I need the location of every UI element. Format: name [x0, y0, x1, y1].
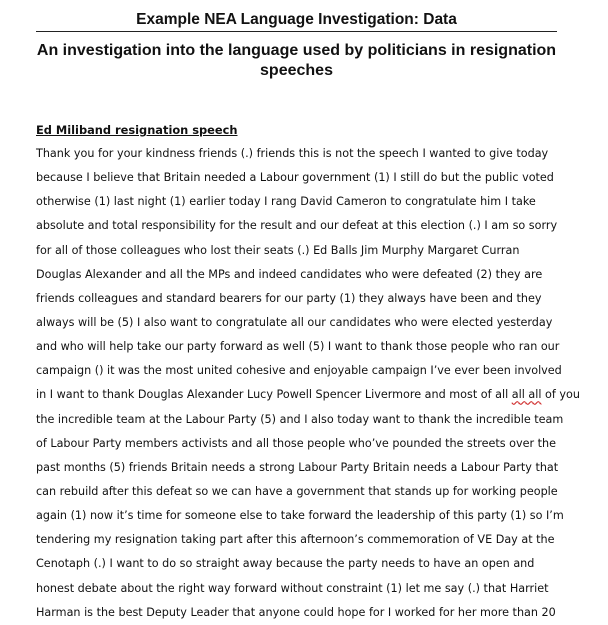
transcript-line: Cenotaph (.) I want to do so straight away because the party needs to have an open and [36, 557, 535, 571]
speech-transcript [36, 142, 580, 625]
document-title: An investigation into the language used by politicians in resignation speeches [36, 42, 557, 79]
transcript-line: the incredible team at the Labour Party (5) and I also today want to thank the incredible team [36, 412, 564, 426]
transcript-line: Douglas Alexander and all the MPs and indeed candidates who were defeated (2) they are [36, 267, 543, 281]
transcript-line: can rebuild after this defeat so we can have a government that stands up for working people [36, 484, 558, 498]
transcript-line: honest debate about the right way forward without constraint (1) let me say (.) that Harriet [36, 581, 549, 595]
transcript-line: tendering my resignation taking part after this afternoon’s commemoration of VE Day at the [36, 533, 555, 547]
transcript-line: for all of those colleagues who lost their seats (.) Ed Balls Jim Murphy Margaret Curran [36, 243, 520, 257]
transcript-line-text: in I want to thank Douglas Alexander Lucy Powell Spencer Livermore and most of all [36, 388, 512, 402]
transcript-line: friends colleagues and standard bearers for our party (1) they always have been and they [36, 291, 542, 305]
document-header: Example NEA Language Investigation: Data [36, 10, 557, 32]
spellcheck-flagged-word[interactable]: all all [511, 388, 542, 402]
transcript-line: always will be (5) I also want to congratulate all our candidates who were elected yesterday [36, 315, 553, 329]
section-heading: Ed Miliband resignation speech [36, 123, 238, 137]
transcript-line: because I believe that Britain needed a Labour government (1) I still do but the public voted [36, 171, 554, 185]
transcript-line: and who will help take our party forward as well (5) I want to thank those people who ran our [36, 340, 560, 354]
transcript-line: otherwise (1) last night (1) earlier today I rang David Cameron to congratulate him I take [36, 195, 536, 209]
transcript-line: of Labour Party members activists and all those people who’ve pounded the streets over the [36, 436, 557, 450]
transcript-line: again (1) now it’s time for someone else to take forward the leadership of this party (1) so I’m [36, 509, 564, 523]
transcript-line-text: of you [541, 388, 580, 402]
transcript-line: campaign () it was the most united cohesive and enjoyable campaign I’ve ever been involved [36, 364, 562, 378]
transcript-line: past months (5) friends Britain needs a strong Labour Party Britain needs a Labour Party that [36, 460, 559, 474]
transcript-line [36, 383, 580, 407]
transcript-line: absolute and total responsibility for the result and our defeat at this election (.) I am so sorry [36, 219, 558, 233]
transcript-line: Harman is the best Deputy Leader that anyone could hope for I worked for her more than 20 [36, 605, 556, 619]
transcript-line: Thank you for your kindness friends (.) friends this is not the speech I wanted to give today [36, 147, 549, 160]
